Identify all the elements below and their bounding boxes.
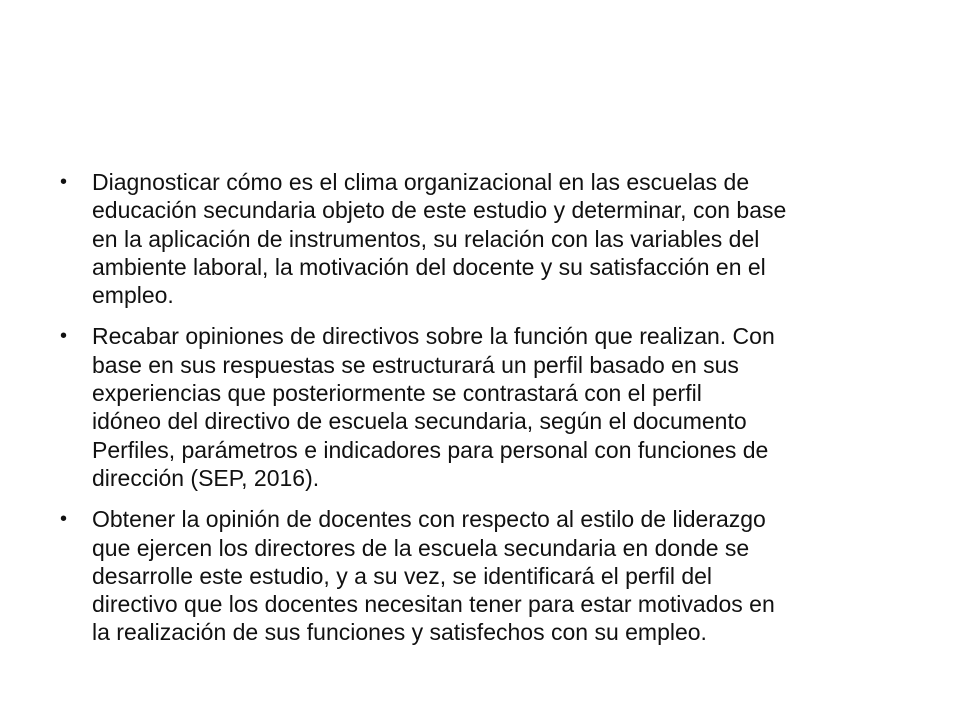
bullet-item-obtener (60, 505, 910, 646)
bullet-dot-icon: • (60, 325, 68, 348)
bullet-item-recabar (60, 322, 910, 492)
bullet-dot-icon: • (60, 508, 68, 531)
bullet-list (60, 168, 910, 660)
bullet-dot-icon: • (60, 171, 68, 193)
bullet-text: Obtener la opinión de docentes con respecto al estilo de liderazgo que ejercen los directores de la escuela secundaria en donde se desarrolle este estudio, y a su vez, se identificará el perfil del directivo que los docentes necesitan tener para estar motivados en la realización de sus funciones y satisfechos con su empleo. (92, 506, 775, 646)
bullet-text: Diagnosticar cómo es el clima organizacional en las escuelas de educación secundaria objeto de este estudio y determinar, con base en la aplicación de instrumentos, su relación con las variables del ambiente laboral, la motivación del docente y su satisfacción en el empleo. (92, 169, 787, 309)
bullet-item-diagnosticar (60, 168, 910, 309)
bullet-text: Recabar opiniones de directivos sobre la función que realizan. Con base en sus respuestas se estructurará un perfil basado en sus experiencias que posteriormente se contrastará con el perfil idóneo del directivo de escuela secundaria, según el documento Perfiles, parámetros e indicadores para personal con funciones de dirección (SEP, 2016). (92, 323, 775, 491)
